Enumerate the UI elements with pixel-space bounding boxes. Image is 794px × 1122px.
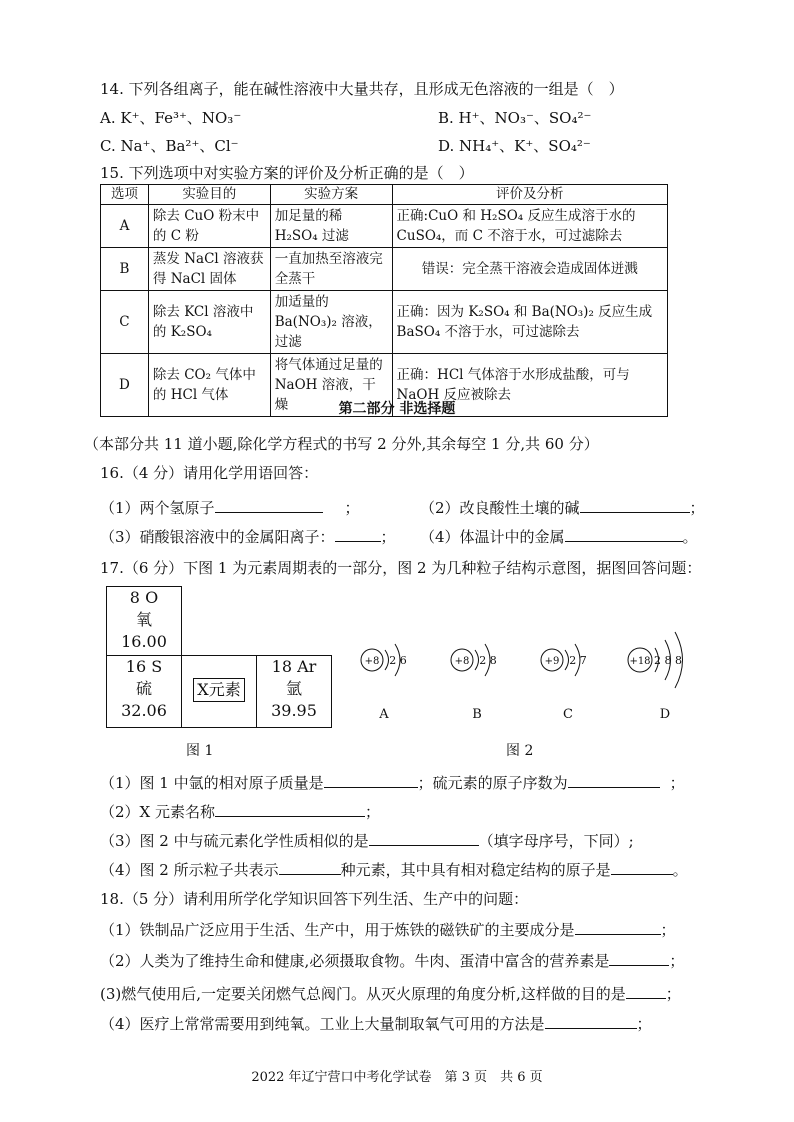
particle-diagrams (340, 618, 720, 728)
q18-item-2 (100, 950, 684, 971)
q16-item-3 (100, 526, 396, 547)
answer-blank[interactable] (611, 859, 673, 875)
particle-b-nucleus: +8 (454, 656, 470, 667)
periodic-cell-oxygen (106, 586, 182, 656)
answer-blank[interactable] (279, 859, 341, 875)
answer-blank[interactable] (568, 772, 660, 788)
q17-item-2-text: （2）X 元素名称 (100, 803, 215, 821)
table-cell-option: D (101, 354, 149, 417)
q14-option-a: A. K⁺、Fe³⁺、NO₃⁻ (100, 109, 242, 127)
semicolon: ； (660, 921, 676, 939)
figure-1-label: 图 1 (186, 743, 214, 759)
periodic-cell-argon (256, 655, 332, 728)
q14-option-b: B. H⁺、NO₃⁻、SO₄²⁻ (438, 109, 592, 127)
cell-element-name: 硫 (135, 679, 152, 698)
semicolon: ； (344, 499, 360, 517)
q16-item-4 (420, 526, 698, 547)
q17-item-2 (100, 801, 380, 822)
q16-item-4-text: （4）体温计中的金属 (420, 528, 565, 546)
answer-blank[interactable] (545, 1013, 637, 1029)
table-row (101, 291, 668, 354)
q16-item-2 (420, 497, 705, 518)
cell-number-symbol: 18 Ar (271, 657, 317, 676)
q18-item-1 (100, 919, 676, 940)
table-cell-plan: 一直加热至溶液完全蒸干 (270, 248, 392, 291)
periodic-cell-x (181, 655, 257, 728)
cell-atomic-mass: 39.95 (271, 701, 317, 720)
table-cell-eval: 错误：完全蒸干溶液会造成固体迸溅 (392, 248, 667, 291)
q15-stem: 15. 下列选项中对实验方案的评价及分析正确的是（ ） (100, 164, 474, 182)
table-cell-eval: 正确:CuO 和 H₂SO₄ 反应生成溶于水的 CuSO₄，而 C 不溶于水，可过滤除去 (392, 205, 667, 248)
cell-atomic-mass: 32.06 (121, 701, 167, 720)
period: 。 (672, 861, 688, 879)
particle-b-letter: B (472, 707, 482, 722)
q18-item-4-text: （4）医疗上常常需要用到纯氧。工业上大量制取氧气可用的方法是 (100, 1015, 545, 1033)
semicolon: ； (669, 952, 685, 970)
q16-item-1-text: （1）两个氢原子 (100, 499, 215, 517)
particle-a-shells: 2 6 (389, 654, 407, 667)
q17-item-4-text: （4）图 2 所示粒子共表示 (100, 861, 279, 879)
q18-item-2-text: （2）人类为了维持生命和健康,必须摄取食物。牛肉、蛋清中富含的营养素是 (100, 952, 610, 970)
table-cell-eval: 正确：HCl 气体溶于水形成盐酸，可与 NaOH 反应被除去 (392, 354, 667, 417)
table-header: 选项 (101, 185, 149, 205)
q16-item-3-text: （3）硝酸银溶液中的金属阳离子： (100, 528, 335, 546)
answer-blank[interactable] (580, 497, 690, 513)
table-cell-option: A (101, 205, 149, 248)
table-row (101, 248, 668, 291)
q14-option-d: D. NH₄⁺、K⁺、SO₄²⁻ (438, 137, 591, 155)
particle-c-shells: 2 7 (569, 654, 587, 667)
table-cell-plan: 加足量的稀 H₂SO₄ 过滤 (270, 205, 392, 248)
q17-stem: 17.（6 分）下图 1 为元素周期表的一部分，图 2 为几种粒子结构示意图，据图回答问题： (100, 559, 702, 577)
q14-stem: 14. 下列各组离子，能在碱性溶液中大量共存，且形成无色溶液的一组是（ ） (100, 80, 624, 98)
answer-blank[interactable] (575, 919, 661, 935)
q17-item-1b-text: ；硫元素的原子序数为 (417, 774, 568, 792)
cell-atomic-mass: 16.00 (121, 632, 167, 651)
cell-number-symbol: 8 O (129, 588, 159, 607)
answer-blank[interactable] (626, 983, 666, 999)
cell-element-name: 氧 (135, 610, 152, 629)
semicolon: ； (689, 499, 705, 517)
table-row (101, 205, 668, 248)
table-header: 评价及分析 (392, 185, 667, 205)
page-footer: 2022 年辽宁营口中考化学试卷 第 3 页 共 6 页 (251, 1070, 543, 1085)
particle-b-shells: 2 8 (479, 654, 497, 667)
cell-number-symbol: 16 S (125, 657, 163, 676)
answer-blank[interactable] (215, 801, 365, 817)
q17-item-3 (100, 830, 634, 851)
part2-note: （本部分共 11 道小题,除化学方程式的书写 2 分外,其余每空 1 分,共 60 分） (84, 435, 599, 453)
table-header: 实验方案 (270, 185, 392, 205)
x-element-box: X元素 (193, 678, 244, 702)
period: 。 (682, 528, 698, 546)
particle-d-letter: D (659, 707, 671, 722)
answer-blank[interactable] (609, 950, 669, 966)
q17-item-4 (100, 859, 688, 880)
answer-blank[interactable] (335, 526, 381, 542)
q16-stem: 16.（4 分）请用化学用语回答： (100, 464, 319, 482)
table-cell-plan: 加适量的 Ba(NO₃)₂ 溶液，过滤 (270, 291, 392, 354)
semicolon: ； (365, 803, 381, 821)
semicolon: ； (636, 1015, 652, 1033)
answer-blank[interactable] (369, 830, 479, 846)
q18-stem: 18.（5 分）请利用所学化学知识回答下列生活、生产中的问题： (100, 890, 529, 908)
answer-blank[interactable] (565, 526, 683, 542)
q17-item-1-text: （1）图 1 中氩的相对原子质量是 (100, 774, 324, 792)
semicolon: ； (380, 528, 396, 546)
particle-a-nucleus: +8 (364, 656, 380, 667)
particle-d-shells: 2 8 8 (654, 654, 682, 667)
particle-d-nucleus: +18 (629, 656, 651, 667)
q16-item-1 (100, 497, 360, 518)
q16-item-2-text: （2）改良酸性土壤的碱 (420, 499, 580, 517)
q15-table (100, 184, 668, 417)
particle-c-nucleus: +9 (544, 656, 560, 667)
particle-b (451, 644, 497, 722)
table-cell-goal: 除去 KCl 溶液中的 K₂SO₄ (148, 291, 270, 354)
figure-2-label: 图 2 (506, 743, 534, 759)
answer-blank[interactable] (215, 497, 323, 513)
q17-item-4b-text: 种元素，其中具有相对稳定结构的原子是 (340, 861, 611, 879)
table-cell-plan: 将气体通过足量的 NaOH 溶液，干燥 (270, 354, 392, 417)
q17-item-1 (100, 772, 685, 793)
table-cell-goal: 除去 CuO 粉末中的 C 粉 (148, 205, 270, 248)
q18-item-4 (100, 1013, 652, 1034)
particle-a-letter: A (379, 707, 389, 722)
q14-option-c: C. Na⁺、Ba²⁺、Cl⁻ (100, 137, 239, 155)
q18-item-1-text: （1）铁制品广泛应用于生活、生产中，用于炼铁的磁铁矿的主要成分是 (100, 921, 575, 939)
particle-a (361, 644, 407, 722)
particle-c (541, 644, 587, 722)
particle-d (628, 632, 683, 722)
answer-blank[interactable] (324, 772, 418, 788)
q17-item-3b-text: （填字母序号，下同）; (478, 832, 634, 850)
q18-item-3-text: (3)燃气使用后,一定要关闭燃气总阀门。从灭火原理的角度分析,这样做的目的是 (100, 985, 626, 1003)
q17-item-3-text: （3）图 2 中与硫元素化学性质相似的是 (100, 832, 369, 850)
table-cell-eval: 正确：因为 K₂SO₄ 和 Ba(NO₃)₂ 反应生成 BaSO₄ 不溶于水，可过滤除去 (392, 291, 667, 354)
semicolon: ； (665, 985, 681, 1003)
table-cell-goal: 蒸发 NaCl 溶液获得 NaCl 固体 (148, 248, 270, 291)
cell-element-name: 氩 (285, 679, 302, 698)
semicolon: ； (669, 774, 685, 792)
particle-c-letter: C (563, 707, 573, 722)
table-cell-option: B (101, 248, 149, 291)
table-header: 实验目的 (148, 185, 270, 205)
table-cell-goal: 除去 CO₂ 气体中的 HCl 气体 (148, 354, 270, 417)
q18-item-3 (100, 983, 681, 1004)
table-cell-option: C (101, 291, 149, 354)
part2-title: 第二部分 非选择题 (338, 401, 456, 417)
table-header-row (101, 185, 668, 205)
periodic-cell-sulfur (106, 655, 182, 728)
